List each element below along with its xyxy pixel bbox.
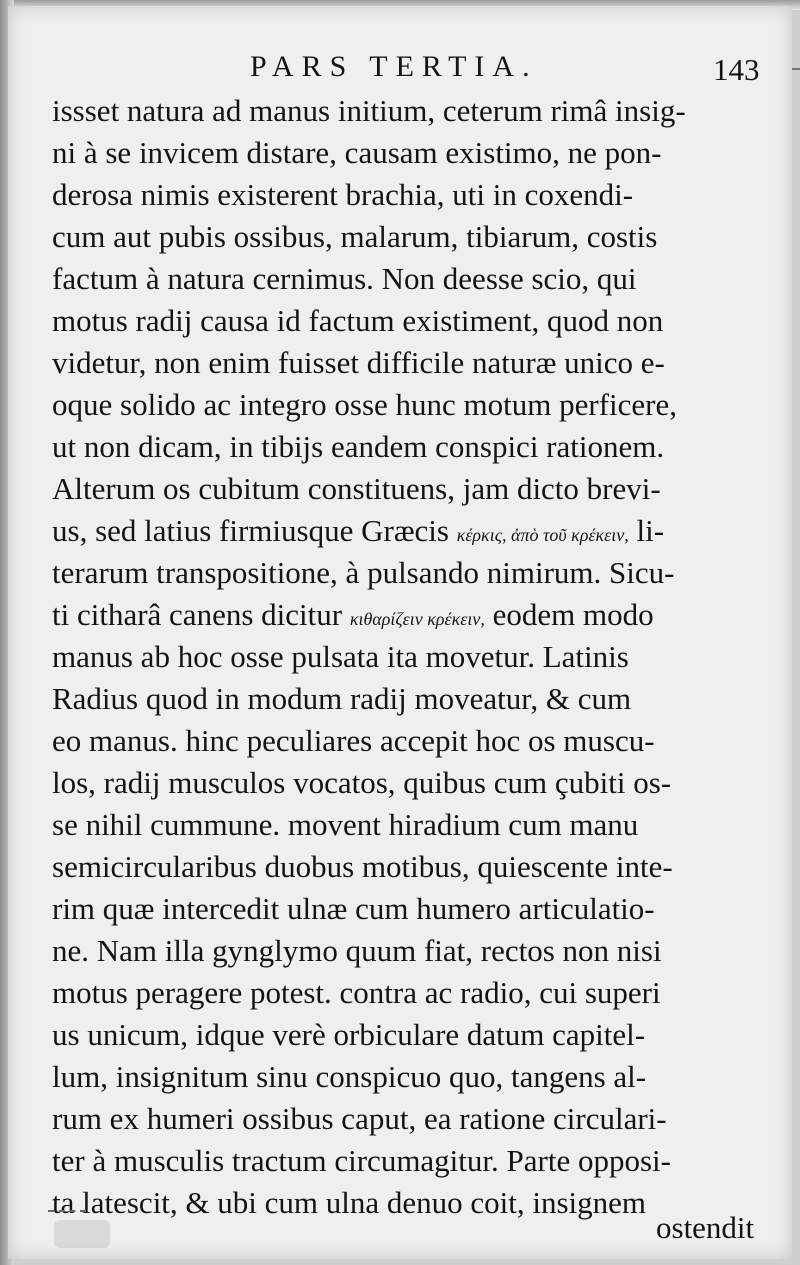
- text-line-3: derosa nimis existerent brachia, uti in coxendi-: [52, 177, 634, 212]
- text-line-8: oque solido ac integro osse hunc motum perficere,: [52, 387, 677, 422]
- text-line-26: ter à musculis tractum circumagitur. Parte opposi-: [52, 1143, 671, 1178]
- text-line-13-tail: eodem modo: [492, 597, 654, 632]
- text-line-4: cum aut pubis ossibus, malarum, tibiarum, costis: [52, 219, 658, 254]
- text-line-5: factum à natura cernimus. Non deesse scio, qui: [52, 261, 637, 296]
- page-edge-mark: [792, 68, 800, 70]
- greek-phrase-kitharizein: κιθαρίζειν κρέκειν,: [349, 609, 485, 629]
- text-line-24: lum, insignitum sinu conspicuo quo, tangens al-: [52, 1059, 647, 1094]
- running-head: PARS TERTIA.: [250, 50, 538, 83]
- text-line-12: terarum transpositione, à pulsando nimirum. Sicu-: [52, 555, 675, 590]
- text-line-19: semicircularibus duobus motibus, quiescente inte-: [52, 849, 673, 884]
- text-line-6: motus radij causa id factum existiment, quod non: [52, 303, 664, 338]
- show-through-stain: [54, 1220, 110, 1248]
- text-line-10: Alterum os cubitum constituens, jam dicto brevi-: [52, 471, 661, 506]
- text-line-25: rum ex humeri ossibus caput, ea ratione circulari-: [52, 1101, 667, 1136]
- text-line-11: [52, 512, 770, 550]
- page-number: 143: [713, 52, 760, 87]
- text-line-11-latin: us, sed latius firmiusque Græcis: [52, 513, 449, 548]
- text-line-23: us unicum, idque verè orbiculare datum capitel-: [52, 1017, 646, 1052]
- text-line-16: eo manus. hinc peculiares accepit hoc os muscu-: [52, 723, 655, 758]
- text-line-20: rim quæ intercedit ulnæ cum humero articulatio-: [52, 891, 655, 926]
- text-line-21: ne. Nam illa gynglymo quum fiat, rectos non nisi: [52, 933, 662, 968]
- text-line-27: ta latescit, & ubi cum ulna denuo coit, insignem: [52, 1185, 647, 1220]
- text-line-13: [52, 596, 770, 634]
- text-line-11-tail: li-: [636, 513, 665, 548]
- catchword: ostendit: [656, 1210, 755, 1245]
- text-line-14: manus ab hoc osse pulsata ita movetur. Latinis: [52, 639, 629, 674]
- text-line-9: ut non dicam, in tibijs eandem conspici rationem.: [52, 429, 665, 464]
- book-page: [8, 6, 792, 1259]
- text-line-2: ni à se invicem distare, causam existimo, ne pon-: [52, 135, 662, 170]
- text-line-1: issset natura ad manus initium, ceterum rimâ insig-: [52, 93, 686, 128]
- text-line-17: los, radij musculos vocatos, quibus cum çubiti os-: [52, 765, 672, 800]
- greek-phrase-kerkis: κέρκις, ἀπὸ τοῦ κρέκειν,: [456, 525, 629, 545]
- text-line-15: Radius quod in modum radij moveatur, & cum: [52, 681, 632, 716]
- text-line-18: se nihil cummune. movent hiradium cum manu: [52, 807, 639, 842]
- text-line-22: motus peragere potest. contra ac radio, cui superi: [52, 975, 661, 1010]
- text-line-13-latin: ti citharâ canens dicitur: [52, 597, 343, 632]
- ink-bleed-mark: [48, 1210, 86, 1217]
- text-line-7: videtur, non enim fuisset difficile naturæ unico e-: [52, 345, 665, 380]
